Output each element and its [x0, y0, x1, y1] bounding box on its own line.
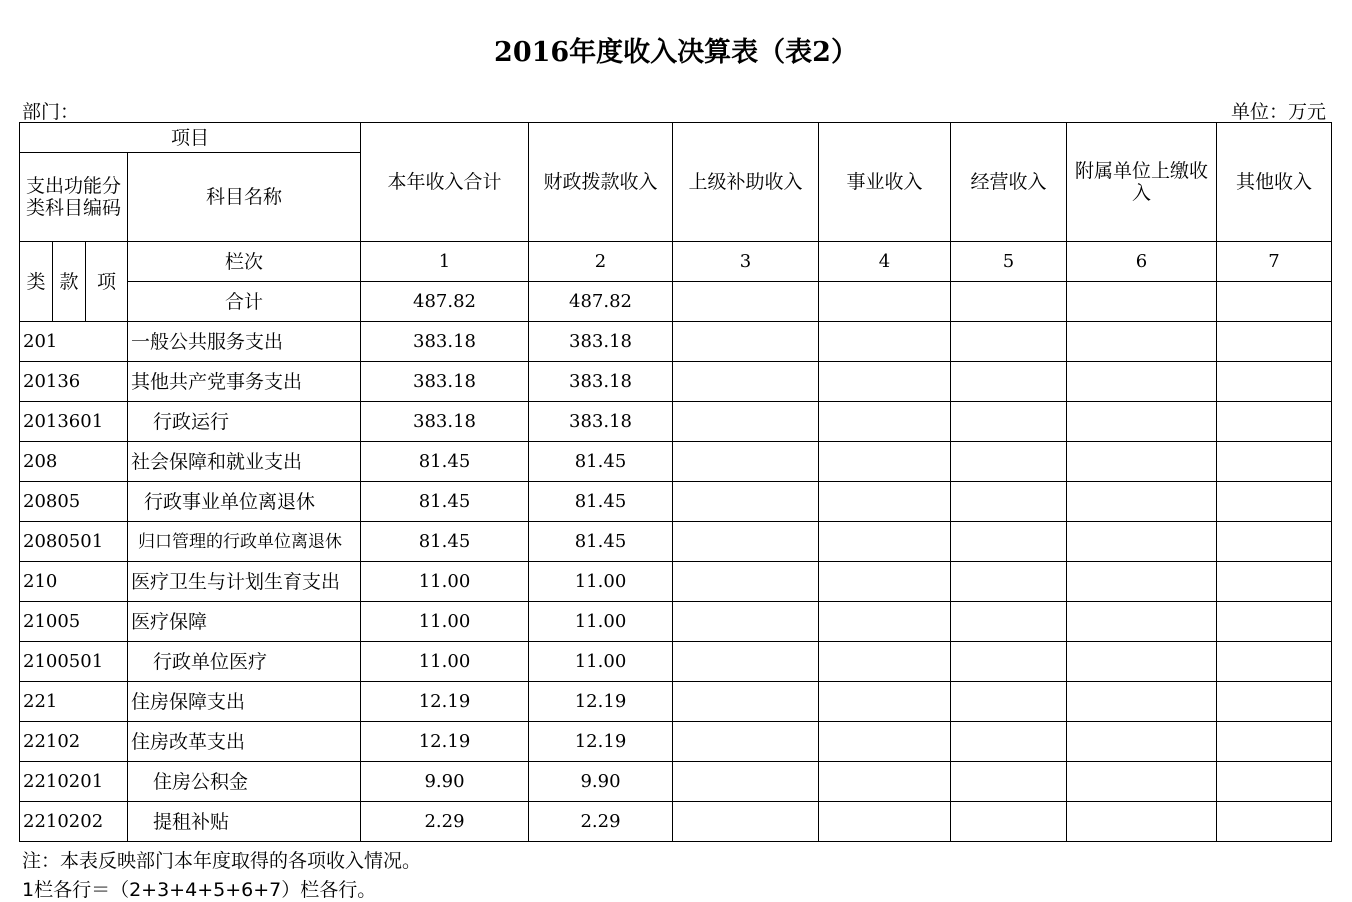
- row-col-4: [819, 802, 951, 842]
- row-col-1: 11.00: [361, 642, 529, 682]
- row-col-2: 12.19: [529, 722, 673, 762]
- header-col-1: 本年收入合计: [361, 123, 529, 242]
- row-col-7: [1217, 602, 1332, 642]
- row-code: 2013601: [20, 402, 128, 442]
- table-row: [20, 322, 1332, 362]
- header-lei: 类: [20, 242, 53, 322]
- row-col-6: [1067, 602, 1217, 642]
- row-name: 住房改革支出: [128, 722, 361, 762]
- header-col-3: 上级补助收入: [673, 123, 819, 242]
- row-col-3: [673, 482, 819, 522]
- row-col-6: [1067, 682, 1217, 722]
- row-col-3: [673, 722, 819, 762]
- unit-label: 单位：万元: [1230, 101, 1326, 123]
- row-col-1: 81.45: [361, 442, 529, 482]
- header-col-6: 附属单位上缴收入: [1067, 123, 1217, 242]
- row-col-5: [951, 322, 1067, 362]
- total-col-7: [1217, 282, 1332, 322]
- row-col-3: [673, 642, 819, 682]
- row-code: 208: [20, 442, 128, 482]
- row-col-2: 11.00: [529, 642, 673, 682]
- row-col-3: [673, 802, 819, 842]
- col-num-4: 4: [819, 242, 951, 282]
- row-col-7: [1217, 522, 1332, 562]
- table-row: [20, 762, 1332, 802]
- row-col-5: [951, 642, 1067, 682]
- row-col-7: [1217, 362, 1332, 402]
- row-col-3: [673, 562, 819, 602]
- row-col-2: 383.18: [529, 362, 673, 402]
- header-xiang: 项: [86, 242, 128, 322]
- row-col-2: 12.19: [529, 682, 673, 722]
- header-subject-name: 科目名称: [128, 153, 361, 242]
- row-col-1: 81.45: [361, 482, 529, 522]
- row-col-7: [1217, 562, 1332, 602]
- row-col-2: 383.18: [529, 322, 673, 362]
- table-row: [20, 402, 1332, 442]
- row-col-7: [1217, 762, 1332, 802]
- row-col-4: [819, 762, 951, 802]
- col-num-7: 7: [1217, 242, 1332, 282]
- row-col-3: [673, 442, 819, 482]
- col-num-6: 6: [1067, 242, 1217, 282]
- row-col-5: [951, 362, 1067, 402]
- row-col-1: 383.18: [361, 322, 529, 362]
- row-col-1: 12.19: [361, 682, 529, 722]
- row-code: 210: [20, 562, 128, 602]
- table-row: [20, 362, 1332, 402]
- col-num-1: 1: [361, 242, 529, 282]
- note-line-1: 注：本表反映部门本年度取得的各项收入情况。: [22, 850, 422, 872]
- department-label: 部门：: [22, 101, 80, 123]
- row-col-7: [1217, 722, 1332, 762]
- row-col-4: [819, 442, 951, 482]
- total-col-2: 487.82: [529, 282, 673, 322]
- row-col-3: [673, 322, 819, 362]
- row-code: 20136: [20, 362, 128, 402]
- row-col-5: [951, 802, 1067, 842]
- row-col-1: 9.90: [361, 762, 529, 802]
- income-table: [19, 122, 1332, 842]
- row-col-4: [819, 722, 951, 762]
- row-col-2: 81.45: [529, 442, 673, 482]
- row-code: 2100501: [20, 642, 128, 682]
- row-code: 221: [20, 682, 128, 722]
- row-col-2: 81.45: [529, 522, 673, 562]
- row-col-4: [819, 322, 951, 362]
- row-col-7: [1217, 802, 1332, 842]
- total-row: [20, 282, 1332, 322]
- note-line-2: 1栏各行＝（2+3+4+5+6+7）栏各行。: [22, 879, 377, 901]
- header-xiangmu: 项目: [20, 123, 361, 153]
- row-col-4: [819, 522, 951, 562]
- row-col-3: [673, 762, 819, 802]
- header-lanci: 栏次: [128, 242, 361, 282]
- row-col-4: [819, 642, 951, 682]
- row-col-6: [1067, 402, 1217, 442]
- row-col-1: 2.29: [361, 802, 529, 842]
- row-col-5: [951, 682, 1067, 722]
- header-col-4: 事业收入: [819, 123, 951, 242]
- row-col-1: 11.00: [361, 602, 529, 642]
- row-col-6: [1067, 322, 1217, 362]
- row-col-6: [1067, 482, 1217, 522]
- row-col-1: 81.45: [361, 522, 529, 562]
- header-col-7: 其他收入: [1217, 123, 1332, 242]
- row-name: 社会保障和就业支出: [128, 442, 361, 482]
- total-col-3: [673, 282, 819, 322]
- row-col-6: [1067, 722, 1217, 762]
- table-row: [20, 482, 1332, 522]
- row-col-2: 11.00: [529, 562, 673, 602]
- header-func-code: 支出功能分类科目编码: [20, 153, 128, 242]
- row-name: 行政单位医疗: [128, 642, 361, 682]
- row-col-2: 81.45: [529, 482, 673, 522]
- row-col-4: [819, 562, 951, 602]
- row-name: 提租补贴: [128, 802, 361, 842]
- row-col-7: [1217, 442, 1332, 482]
- row-code: 2210202: [20, 802, 128, 842]
- row-col-6: [1067, 562, 1217, 602]
- header-row-3: [20, 242, 1332, 282]
- row-name: 医疗卫生与计划生育支出: [128, 562, 361, 602]
- row-name: 住房保障支出: [128, 682, 361, 722]
- row-col-7: [1217, 322, 1332, 362]
- row-name: 住房公积金: [128, 762, 361, 802]
- row-col-7: [1217, 642, 1332, 682]
- row-col-7: [1217, 682, 1332, 722]
- row-col-3: [673, 602, 819, 642]
- row-col-6: [1067, 522, 1217, 562]
- row-col-6: [1067, 442, 1217, 482]
- total-col-5: [951, 282, 1067, 322]
- total-col-6: [1067, 282, 1217, 322]
- col-num-3: 3: [673, 242, 819, 282]
- row-code: 21005: [20, 602, 128, 642]
- row-col-1: 11.00: [361, 562, 529, 602]
- row-col-5: [951, 762, 1067, 802]
- row-col-6: [1067, 642, 1217, 682]
- row-col-2: 11.00: [529, 602, 673, 642]
- row-name: 其他共产党事务支出: [128, 362, 361, 402]
- row-col-1: 383.18: [361, 402, 529, 442]
- table-row: [20, 562, 1332, 602]
- total-label: 合计: [128, 282, 361, 322]
- total-col-1: 487.82: [361, 282, 529, 322]
- row-name: 行政事业单位离退休: [128, 482, 361, 522]
- row-col-3: [673, 682, 819, 722]
- header-col-2: 财政拨款收入: [529, 123, 673, 242]
- row-name: 行政运行: [128, 402, 361, 442]
- row-col-3: [673, 362, 819, 402]
- row-code: 2080501: [20, 522, 128, 562]
- row-col-1: 383.18: [361, 362, 529, 402]
- table-row: [20, 442, 1332, 482]
- row-col-4: [819, 682, 951, 722]
- row-code: 22102: [20, 722, 128, 762]
- row-col-3: [673, 402, 819, 442]
- total-col-4: [819, 282, 951, 322]
- row-col-1: 12.19: [361, 722, 529, 762]
- table-row: [20, 642, 1332, 682]
- row-col-2: 2.29: [529, 802, 673, 842]
- row-col-4: [819, 602, 951, 642]
- col-num-5: 5: [951, 242, 1067, 282]
- row-col-7: [1217, 482, 1332, 522]
- row-col-5: [951, 522, 1067, 562]
- page-title: 2016年度收入决算表（表2）: [494, 37, 858, 68]
- row-col-6: [1067, 802, 1217, 842]
- row-code: 20805: [20, 482, 128, 522]
- table-row: [20, 802, 1332, 842]
- row-name: 医疗保障: [128, 602, 361, 642]
- row-col-6: [1067, 362, 1217, 402]
- table-row: [20, 522, 1332, 562]
- col-num-2: 2: [529, 242, 673, 282]
- table-row: [20, 602, 1332, 642]
- row-code: 201: [20, 322, 128, 362]
- row-col-5: [951, 602, 1067, 642]
- row-col-5: [951, 562, 1067, 602]
- table-row: [20, 722, 1332, 762]
- header-col-5: 经营收入: [951, 123, 1067, 242]
- header-row-1: [20, 123, 1332, 153]
- row-col-4: [819, 362, 951, 402]
- row-col-7: [1217, 402, 1332, 442]
- row-col-2: 9.90: [529, 762, 673, 802]
- row-name: 归口管理的行政单位离退休: [128, 522, 361, 562]
- row-code: 2210201: [20, 762, 128, 802]
- row-col-5: [951, 722, 1067, 762]
- row-col-5: [951, 402, 1067, 442]
- row-col-4: [819, 402, 951, 442]
- header-kuan: 款: [53, 242, 86, 322]
- row-col-5: [951, 482, 1067, 522]
- row-col-3: [673, 522, 819, 562]
- row-col-2: 383.18: [529, 402, 673, 442]
- table-row: [20, 682, 1332, 722]
- row-col-6: [1067, 762, 1217, 802]
- row-col-4: [819, 482, 951, 522]
- row-name: 一般公共服务支出: [128, 322, 361, 362]
- row-col-5: [951, 442, 1067, 482]
